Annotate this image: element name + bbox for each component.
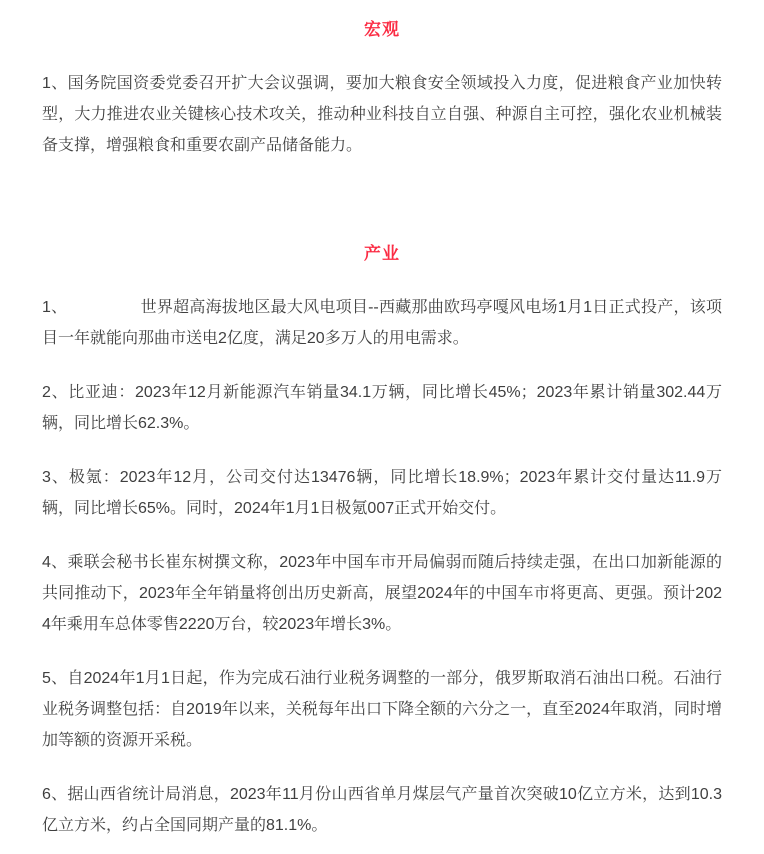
- macro-item-1: 1、国务院国资委党委召开扩大会议强调，要加大粮食安全领域投入力度，促进粮食产业加快转型，大力推进农业关键核心技术攻关，推动种业科技自立自强、种源自主可控，强化农业机械装备支撑，增强粮食和重要农副产品储备能力。: [42, 75, 722, 154]
- section-macro: [42, 14, 722, 161]
- section-industry: [42, 238, 722, 841]
- industry-item-2: 2、比亚迪：2023年12月新能源汽车销量34.1万辆，同比增长45%；2023年累计销量302.44万辆，同比增长62.3%。: [42, 384, 722, 432]
- section-title-macro: 宏观: [364, 20, 400, 39]
- industry-item-5: 5、自2024年1月1日起，作为完成石油行业税务调整的一部分，俄罗斯取消石油出口税。石油行业税务调整包括：自2019年以来，关税每年出口下降全额的六分之一，直至2024年取消，同时增加等额的资源开采税。: [42, 670, 722, 749]
- industry-item-3: 3、极氪：2023年12月，公司交付达13476辆，同比增长18.9%；2023年累计交付量达11.9万辆，同比增长65%。同时，2024年1月1日极氪007正式开始交付。: [42, 469, 722, 517]
- industry-item-1: 1、 世界超高海拔地区最大风电项目--西藏那曲欧玛亭嘎风电场1月1日正式投产，该项目一年就能向那曲市送电2亿度，满足20多万人的用电需求。: [42, 299, 722, 347]
- industry-item-6: 6、据山西省统计局消息，2023年11月份山西省单月煤层气产量首次突破10亿立方米，达到10.3亿立方米，约占全国同期产量的81.1%。: [42, 786, 722, 834]
- section-title-industry: 产业: [364, 244, 400, 263]
- industry-item-4: 4、乘联会秘书长崔东树撰文称，2023年中国车市开局偏弱而随后持续走强，在出口加新能源的共同推动下，2023年全年销量将创出历史新高，展望2024年的中国车市将更高、更强。预计2024年乘用车总体零售2220万台，较2023年增长3%。: [42, 554, 722, 633]
- section-gap: [42, 184, 722, 215]
